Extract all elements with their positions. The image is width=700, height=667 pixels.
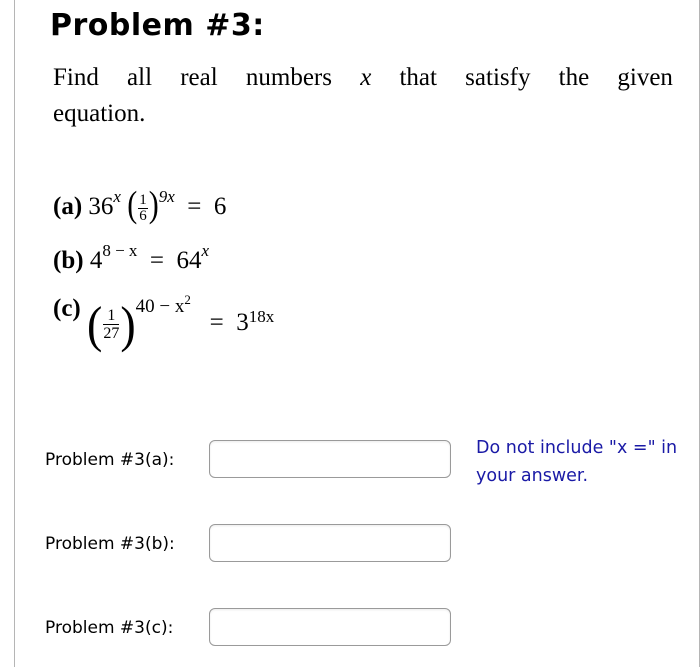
right-paren: )	[120, 296, 136, 353]
word: that	[399, 64, 437, 91]
rhs-base: 3	[236, 309, 249, 337]
part-b-label: (b)	[53, 247, 84, 274]
word: the	[558, 64, 590, 91]
answer-b-input[interactable]	[209, 524, 451, 562]
problem-title: Problem #3:	[50, 8, 265, 43]
equals-sign: =	[149, 247, 165, 274]
problem-statement	[53, 60, 673, 132]
answer-c-input[interactable]	[209, 608, 451, 646]
equation-a	[53, 183, 227, 225]
answer-hint: Do not include "x =" in your answer.	[476, 438, 678, 486]
exponent: 8 − x	[102, 241, 138, 260]
answer-b-label: Problem #3(b):	[45, 534, 175, 554]
exponent: x	[201, 241, 210, 260]
word: real	[180, 64, 218, 91]
base: 4	[89, 247, 103, 274]
answer-a-label: Problem #3(a):	[45, 450, 175, 470]
statement-line-2: equation.	[53, 100, 146, 127]
right-paren: )	[148, 183, 159, 225]
exponent: 9x	[158, 187, 175, 206]
part-a-label: (a)	[53, 193, 83, 220]
fraction-one-sixth: $\frac{1}{6}$	[139, 191, 147, 224]
word: numbers	[245, 64, 332, 91]
word: all	[127, 64, 153, 91]
equation-c	[53, 292, 275, 353]
word: Find	[53, 64, 99, 91]
rhs: 6	[213, 193, 227, 220]
answer-a-input[interactable]	[209, 440, 451, 478]
fraction-one-twentyseventh: $\frac{1}{27}$	[103, 307, 120, 342]
base: 36	[88, 193, 114, 220]
exponent: 40 − x2	[135, 292, 191, 318]
word: given	[617, 64, 673, 91]
left-paren: (	[127, 183, 138, 225]
answer-c-label: Problem #3(c):	[45, 618, 174, 638]
left-paren: (	[87, 296, 103, 353]
exponent: 18x	[248, 307, 275, 327]
equation-b	[53, 241, 210, 275]
word: satisfy	[465, 64, 531, 91]
exponent: x	[113, 187, 121, 206]
equals-sign: =	[187, 193, 202, 220]
equals-sign: =	[209, 309, 224, 337]
part-c-label: (c)	[53, 295, 81, 323]
rhs-base: 64	[176, 247, 202, 274]
variable-x: x	[360, 64, 372, 91]
statement-line-1	[53, 60, 673, 96]
